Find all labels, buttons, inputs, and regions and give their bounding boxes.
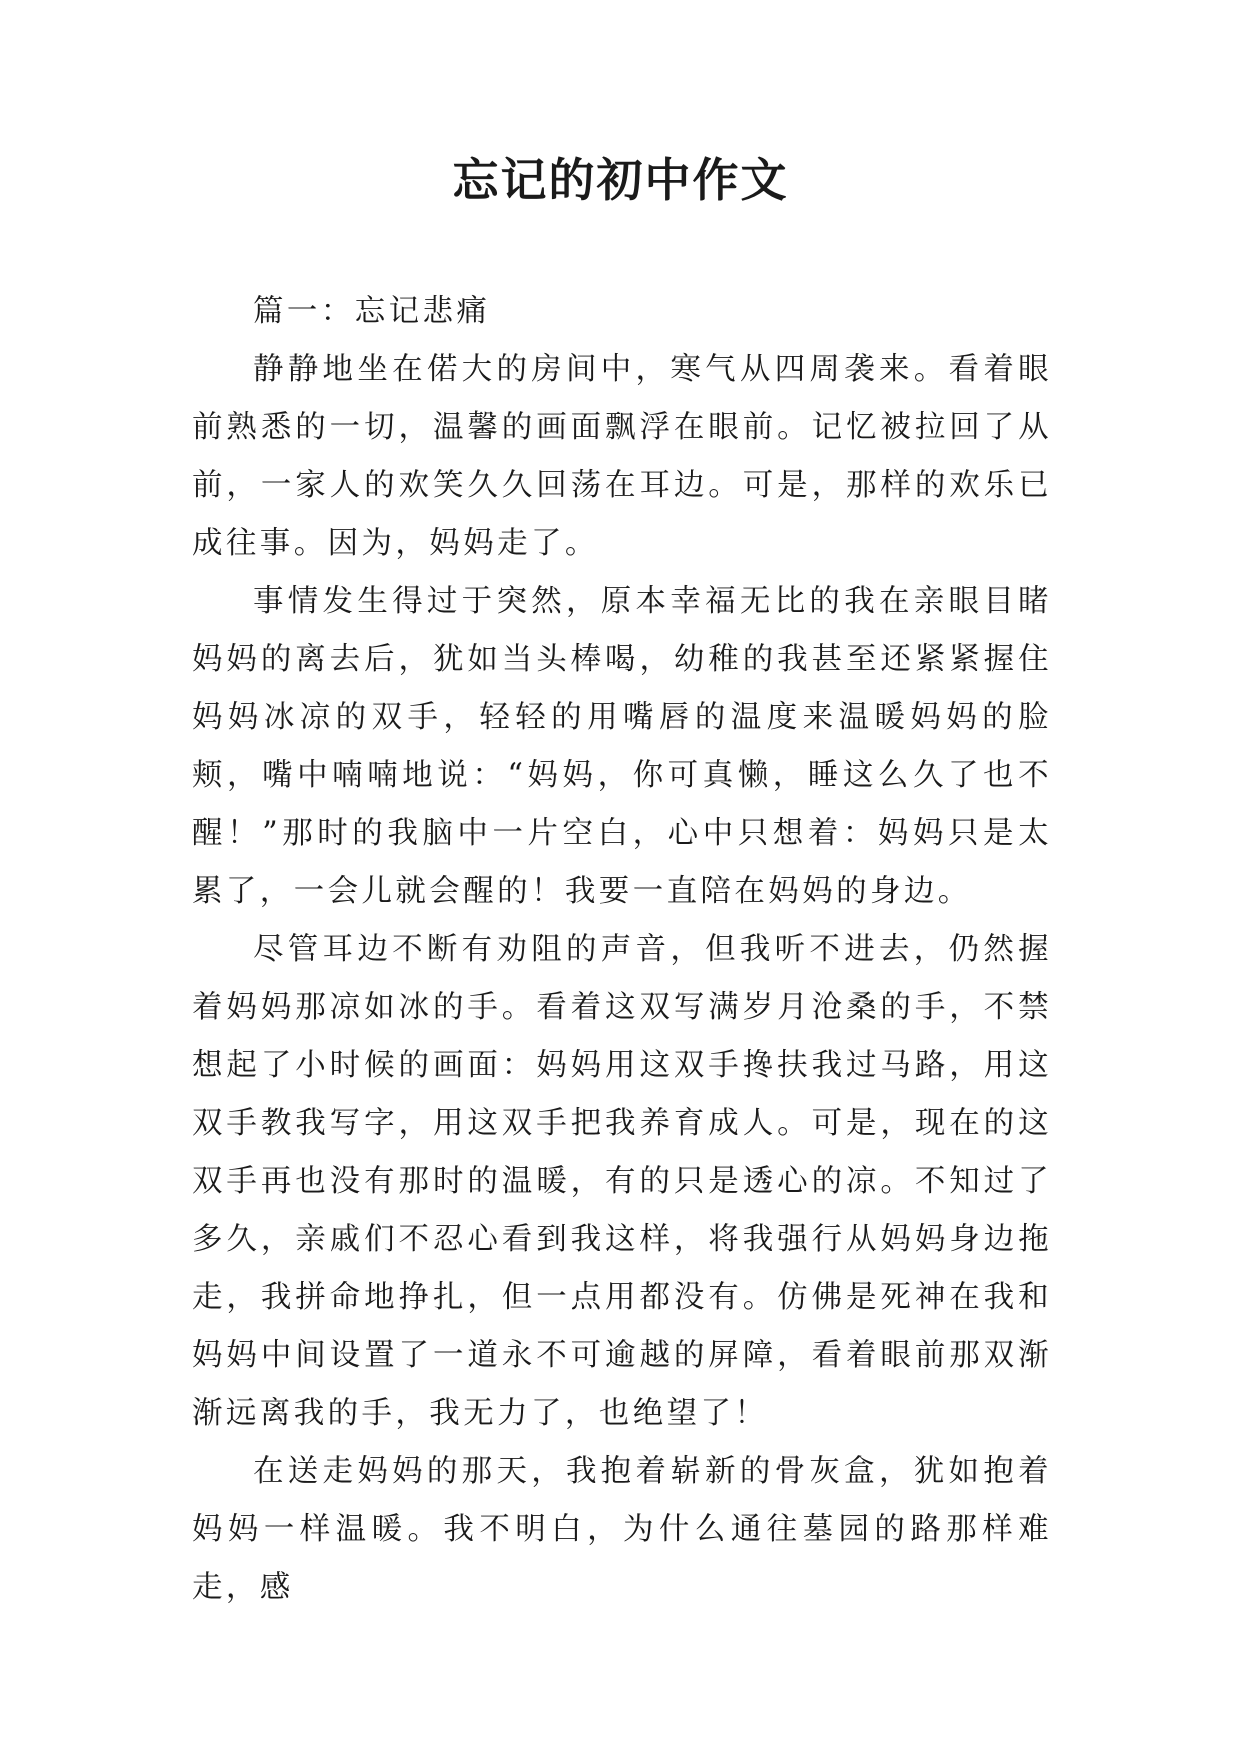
paragraph-2: 事情发生得过于突然，原本幸福无比的我在亲眼目睹妈妈的离去后，犹如当头棒喝，幼稚的我甚至还紧紧握住妈妈冰凉的双手，轻轻的用嘴唇的温度来温暖妈妈的脸颊，嘴中喃喃地说：“妈妈，你可真懒，睡这么久了也不醒！”那时的我脑中一片空白，心中只想着：妈妈只是太累了，一会儿就会醒的！我要一直陪在妈妈的身边。 <box>192 584 1052 909</box>
document-body <box>192 283 1052 1617</box>
paragraph-4: 在送走妈妈的那天，我抱着崭新的骨灰盒，犹如抱着妈妈一样温暖。我不明白，为什么通往墓园的路那样难走，感 <box>192 1454 1052 1605</box>
paragraph-3: 尽管耳边不断有劝阻的声音，但我听不进去，仍然握着妈妈那凉如冰的手。看着这双写满岁月沧桑的手，不禁想起了小时候的画面：妈妈用这双手搀扶我过马路，用这双手教我写字，用这双手把我养育成人。可是，现在的这双手再也没有那时的温暖，有的只是透心的凉。不知过了多久，亲戚们不忍心看到我这样，将我强行从妈妈身边拖走，我拼命地挣扎，但一点用都没有。仿佛是死神在我和妈妈中间设置了一道永不可逾越的屏障，看着眼前那双渐渐远离我的手，我无力了，也绝望了！ <box>192 932 1052 1431</box>
section-heading: 篇一：忘记悲痛 <box>253 294 491 329</box>
document-title: 忘记的初中作文 <box>452 153 789 207</box>
paragraph-1: 静静地坐在偌大的房间中，寒气从四周袭来。看着眼前熟悉的一切，温馨的画面飘浮在眼前。记忆被拉回了从前，一家人的欢笑久久回荡在耳边。可是，那样的欢乐已成往事。因为，妈妈走了。 <box>192 352 1052 561</box>
